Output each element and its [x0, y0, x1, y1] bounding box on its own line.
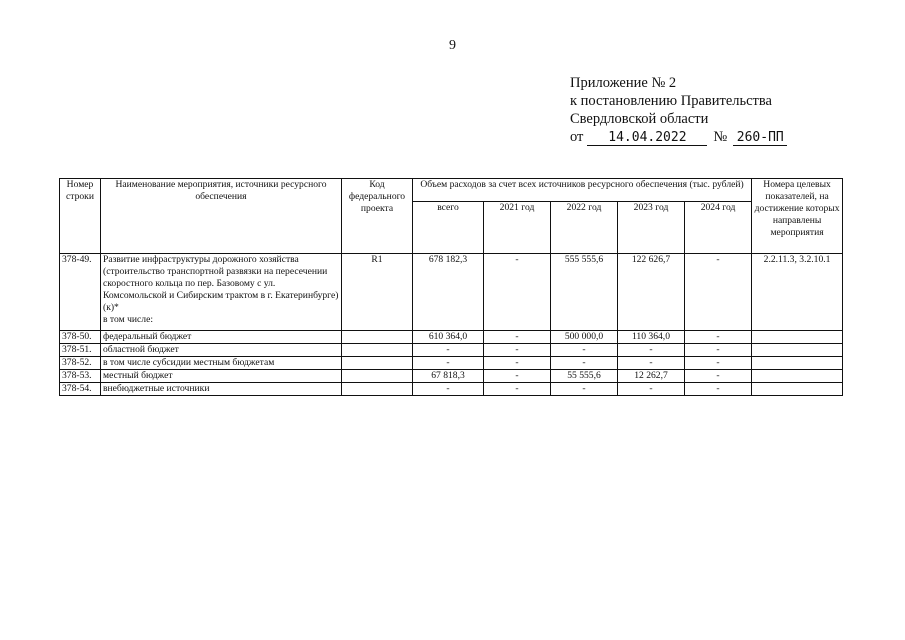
row-targets — [752, 370, 843, 383]
row-2023: 110 364,0 — [618, 331, 685, 344]
row-targets: 2.2.11.3, 3.2.10.1 — [752, 254, 843, 331]
row-total: 67 818,3 — [413, 370, 484, 383]
row-number: 378-50. — [60, 331, 101, 344]
row-2024: - — [685, 357, 752, 370]
row-2021: - — [484, 370, 551, 383]
row-2021: - — [484, 344, 551, 357]
row-2023: - — [618, 344, 685, 357]
header-2023: 2023 год — [618, 202, 685, 254]
row-2022: - — [551, 383, 618, 396]
row-2023: 12 262,7 — [618, 370, 685, 383]
row-2021: - — [484, 357, 551, 370]
table-row — [60, 383, 843, 396]
row-targets — [752, 344, 843, 357]
row-2021: - — [484, 331, 551, 344]
header-row-number: Номер строки — [60, 179, 101, 254]
row-number: 378-54. — [60, 383, 101, 396]
resolution-number: 260-ПП — [733, 131, 787, 146]
appendix-header — [570, 74, 787, 146]
row-name: федеральный бюджет — [101, 331, 342, 344]
row-name — [101, 254, 342, 331]
row-2022: - — [551, 344, 618, 357]
header-2022: 2022 год — [551, 202, 618, 254]
header-2021: 2021 год — [484, 202, 551, 254]
row-total: 610 364,0 — [413, 331, 484, 344]
table-row-main — [60, 254, 843, 331]
row-2023: 122 626,7 — [618, 254, 685, 331]
row-number: 378-52. — [60, 357, 101, 370]
row-2024: - — [685, 331, 752, 344]
number-label: № — [713, 129, 728, 145]
row-name: областной бюджет — [101, 344, 342, 357]
row-2023: - — [618, 357, 685, 370]
appendix-region: Свердловской области — [570, 111, 709, 127]
row-2022: 555 555,6 — [551, 254, 618, 331]
row-code — [342, 344, 413, 357]
event-name: Развитие инфраструктуры дорожного хозяйства (строительство транспортной развязки на пересечении скоростного кольца по пер. Базовому с ул. Комсомольской и Сибирским трактом в г. Екатеринбурге) (к)* — [103, 254, 339, 313]
page-number: 9 — [449, 38, 456, 53]
event-name-suffix: в том числе: — [103, 314, 154, 325]
row-name: внебюджетные источники — [101, 383, 342, 396]
row-number: 378-51. — [60, 344, 101, 357]
row-number: 378-53. — [60, 370, 101, 383]
expenditure-table — [59, 178, 843, 396]
appendix-date-number — [570, 128, 787, 146]
table-row — [60, 344, 843, 357]
row-code: R1 — [342, 254, 413, 331]
row-2024: - — [685, 254, 752, 331]
header-total: всего — [413, 202, 484, 254]
row-name: в том числе субсидии местным бюджетам — [101, 357, 342, 370]
table-row — [60, 331, 843, 344]
row-2022: 500 000,0 — [551, 331, 618, 344]
row-code — [342, 370, 413, 383]
table-row — [60, 357, 843, 370]
appendix-title: Приложение № 2 — [570, 75, 677, 91]
row-total: - — [413, 383, 484, 396]
row-targets — [752, 331, 843, 344]
row-2024: - — [685, 370, 752, 383]
row-2023: - — [618, 383, 685, 396]
resolution-date: 14.04.2022 — [587, 131, 707, 146]
header-project-code: Код федерального проекта — [342, 179, 413, 254]
row-total: - — [413, 357, 484, 370]
row-code — [342, 331, 413, 344]
row-2021: - — [484, 254, 551, 331]
row-2021: - — [484, 383, 551, 396]
row-number: 378-49. — [60, 254, 101, 331]
row-2022: - — [551, 357, 618, 370]
row-targets — [752, 383, 843, 396]
row-code — [342, 383, 413, 396]
row-2024: - — [685, 383, 752, 396]
from-label: от — [570, 129, 584, 145]
header-name: Наименование мероприятия, источники ресурсного обеспечения — [101, 179, 342, 254]
table-row — [60, 370, 843, 383]
row-targets — [752, 357, 843, 370]
row-2024: - — [685, 344, 752, 357]
row-2022: 55 555,6 — [551, 370, 618, 383]
header-targets: Номера целевых показателей, на достижение которых направлены мероприятия — [752, 179, 843, 254]
row-total: 678 182,3 — [413, 254, 484, 331]
header-2024: 2024 год — [685, 202, 752, 254]
row-total: - — [413, 344, 484, 357]
appendix-resolution: к постановлению Правительства — [570, 93, 772, 109]
header-volume: Объем расходов за счет всех источников ресурсного обеспечения (тыс. рублей) — [413, 179, 752, 202]
row-code — [342, 357, 413, 370]
row-name: местный бюджет — [101, 370, 342, 383]
